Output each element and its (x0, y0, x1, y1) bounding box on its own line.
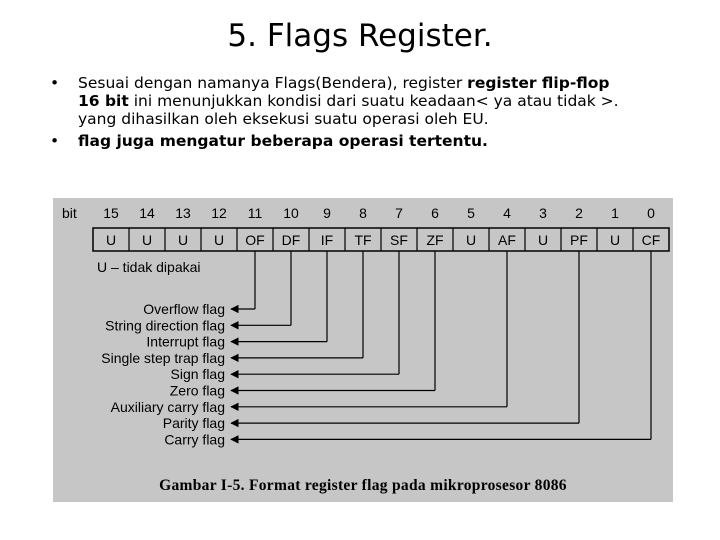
register-cell: U (213, 232, 225, 248)
flag-label: Single step trap flag (101, 349, 225, 366)
register-cell: DF (281, 232, 301, 248)
bullet-text-bold: 16 bit (78, 92, 129, 110)
bit-number: 11 (247, 205, 263, 221)
register-cell: SF (390, 232, 408, 248)
bit-number: 4 (503, 205, 511, 221)
bullet-marker: • (50, 74, 60, 92)
bullet-text-bold: register flip-flop (467, 74, 610, 92)
bit-number: 2 (575, 205, 583, 221)
slide-title: 5. Flags Register. (227, 18, 493, 54)
flag-label: String direction flag (105, 317, 225, 334)
flag-register-diagram (53, 198, 673, 502)
bullet-item (50, 74, 700, 128)
bit-number: 3 (539, 205, 547, 221)
flag-label: Interrupt flag (146, 333, 225, 350)
register-cell: AF (498, 232, 516, 248)
register-cell: ZF (426, 232, 444, 248)
bit-number: 5 (467, 205, 475, 221)
register-cell: IF (320, 232, 334, 248)
register-cell: U (177, 232, 189, 248)
figure-caption: Gambar I-5. Format register flag pada mikroprosesor 8086 (159, 477, 567, 494)
bit-label: bit (62, 205, 77, 221)
bit-number-row (103, 205, 655, 221)
bullet-marker: • (50, 132, 60, 150)
bullet-text-bold: flag juga mengatur beberapa operasi tertentu. (78, 132, 488, 150)
flag-register-figure (53, 198, 673, 502)
flag-label: Carry flag (164, 431, 225, 448)
register-cell: U (141, 232, 153, 248)
bit-number: 14 (139, 205, 155, 221)
flag-label: Zero flag (169, 382, 225, 399)
register-cell: CF (641, 232, 661, 248)
bit-number: 15 (103, 205, 119, 221)
bit-number: 1 (611, 205, 619, 221)
flag-label: Sign flag (170, 366, 225, 383)
register-cell: OF (245, 232, 265, 248)
bit-number: 0 (647, 205, 655, 221)
bullet-text: Sesuai dengan namanya Flags(Bendera), register (78, 74, 468, 92)
bit-number: 8 (359, 205, 367, 221)
register-cell: U (465, 232, 477, 248)
flag-label: Auxiliary carry flag (110, 398, 225, 415)
bullet-list (50, 74, 700, 150)
register-cells (106, 228, 660, 251)
bit-number: 9 (323, 205, 331, 221)
bullet-text: ini menunjukkan kondisi dari suatu keadaan< ya atau tidak >. (128, 92, 619, 110)
bit-number: 6 (431, 205, 439, 221)
register-cell: TF (354, 232, 372, 248)
register-cell: U (609, 232, 621, 248)
bit-number: 13 (175, 205, 191, 221)
flag-label: Overflow flag (143, 301, 225, 317)
flag-label: Parity flag (162, 415, 225, 432)
bit-number: 7 (395, 205, 403, 221)
register-cell: PF (570, 232, 588, 248)
bullet-text: yang dihasilkan oleh eksekusi suatu operasi oleh EU. (78, 110, 489, 128)
flag-descriptions (101, 251, 651, 447)
register-cell: U (537, 232, 549, 248)
bit-number: 12 (211, 205, 227, 221)
bullet-item (50, 132, 700, 150)
legend-text: U – tidak dipakai (97, 259, 201, 275)
bit-number: 10 (283, 205, 299, 221)
register-cell: U (105, 232, 117, 248)
